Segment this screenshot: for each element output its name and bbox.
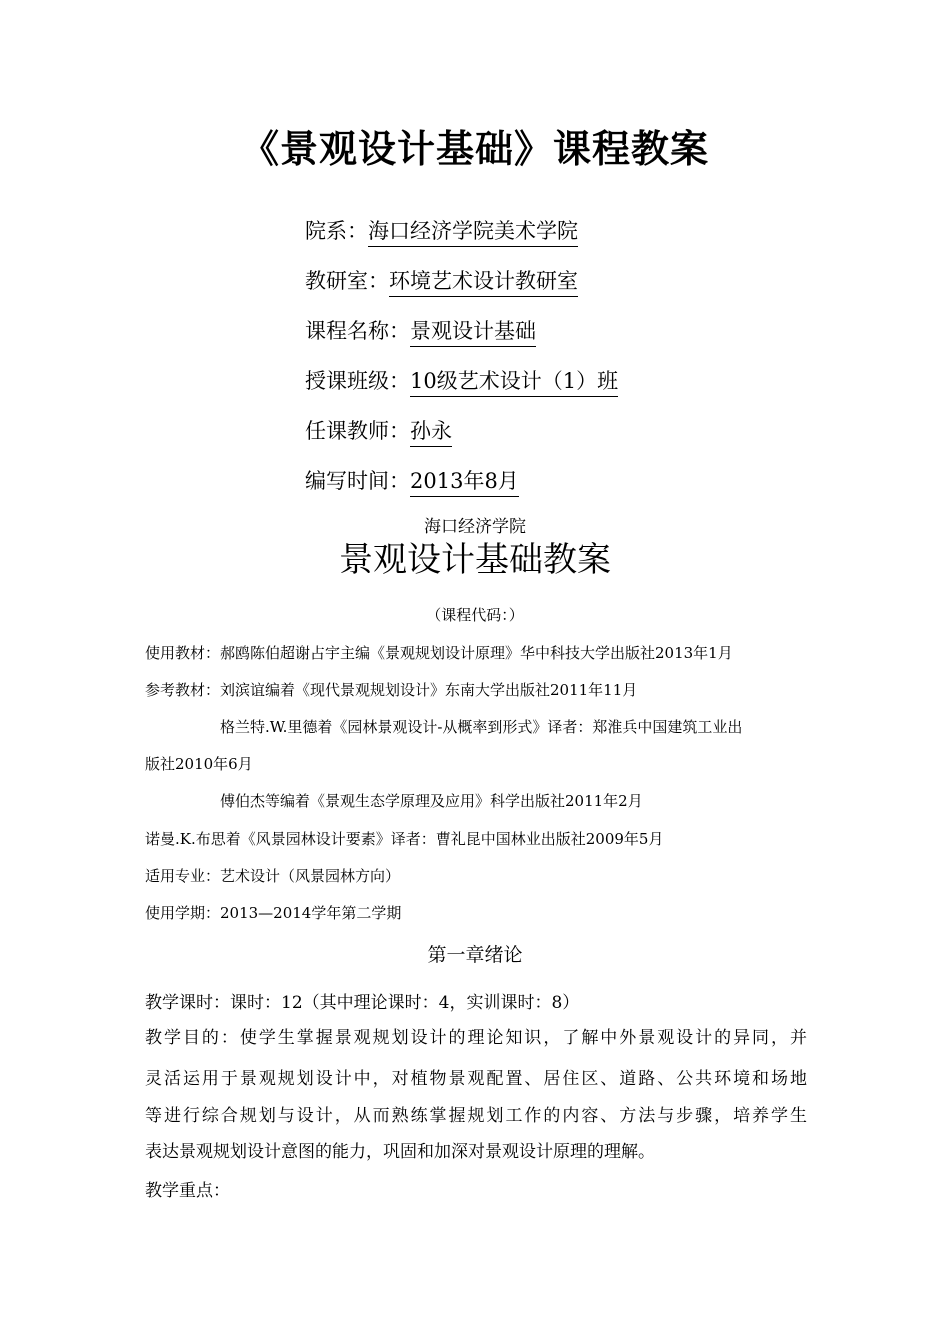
semester-line: 使用学期：2013—2014学年第二学期 — [145, 904, 402, 922]
field-label: 授课班级： — [305, 369, 410, 393]
field-label: 教研室： — [305, 269, 389, 293]
reference-line: 诺曼.K.布思着《风景园林设计要素》译者：曹礼昆中国林业出版社2009年5月 — [145, 830, 664, 848]
field-label: 院系： — [305, 219, 368, 243]
class-hours: 教学课时：课时：12（其中理论课时：4，实训课时：8） — [145, 993, 580, 1013]
reference-line: 傅伯杰等编着《景观生态学原理及应用》科学出版社2011年2月 — [220, 792, 643, 810]
reference-line: 参考教材：刘滨谊编着《现代景观规划设计》东南大学出版社2011年11月 — [145, 681, 638, 699]
field-label: 任课教师： — [305, 419, 410, 443]
major-line: 适用专业：艺术设计（风景园林方向） — [145, 867, 401, 885]
reference-line: 格兰特.W.里德着《园林景观设计-从概率到形式》译者：郑淮兵中国建筑工业出 — [220, 718, 743, 736]
field-value: 2013年8月 — [410, 469, 519, 497]
chapter-title: 第一章绪论 — [427, 944, 523, 966]
teaching-office-field — [305, 265, 578, 295]
course-name-field — [305, 315, 536, 345]
field-label: 课程名称： — [305, 319, 410, 343]
field-label: 编写时间： — [305, 469, 410, 493]
department-field — [305, 215, 578, 245]
objective-line: 等进行综合规划与设计，从而熟练掌握规划工作的内容、方法与步骤，培养学生 — [145, 1106, 807, 1126]
objective-line: 表达景观规划设计意图的能力，巩固和加深对景观设计原理的理解。 — [145, 1142, 655, 1162]
cover-title: 《景观设计基础》课程教案 — [240, 127, 709, 171]
field-value: 海口经济学院美术学院 — [368, 219, 578, 247]
field-value: 景观设计基础 — [410, 319, 536, 347]
key-points-label: 教学重点： — [145, 1181, 230, 1201]
field-value: 孙永 — [410, 419, 452, 447]
field-value: 10级艺术设计（1）班 — [410, 369, 618, 397]
reference-line: 版社2010年6月 — [145, 755, 253, 773]
course-code: （课程代码：） — [426, 606, 524, 624]
school-name: 海口经济学院 — [424, 517, 526, 537]
teacher-field — [305, 415, 452, 445]
written-date-field — [305, 465, 519, 495]
objective-line: 灵活运用于景观规划设计中，对植物景观配置、居住区、道路、公共环境和场地 — [145, 1069, 807, 1089]
field-value: 环境艺术设计教研室 — [389, 269, 578, 297]
class-field — [305, 365, 618, 395]
textbook-line: 使用教材：郝鸥陈伯超谢占宇主编《景观规划设计原理》华中科技大学出版社2013年1月 — [145, 644, 733, 662]
plan-title: 景观设计基础教案 — [339, 540, 611, 580]
objective-line: 教学目的：使学生掌握景观规划设计的理论知识，了解中外景观设计的异同，并 — [145, 1028, 807, 1048]
